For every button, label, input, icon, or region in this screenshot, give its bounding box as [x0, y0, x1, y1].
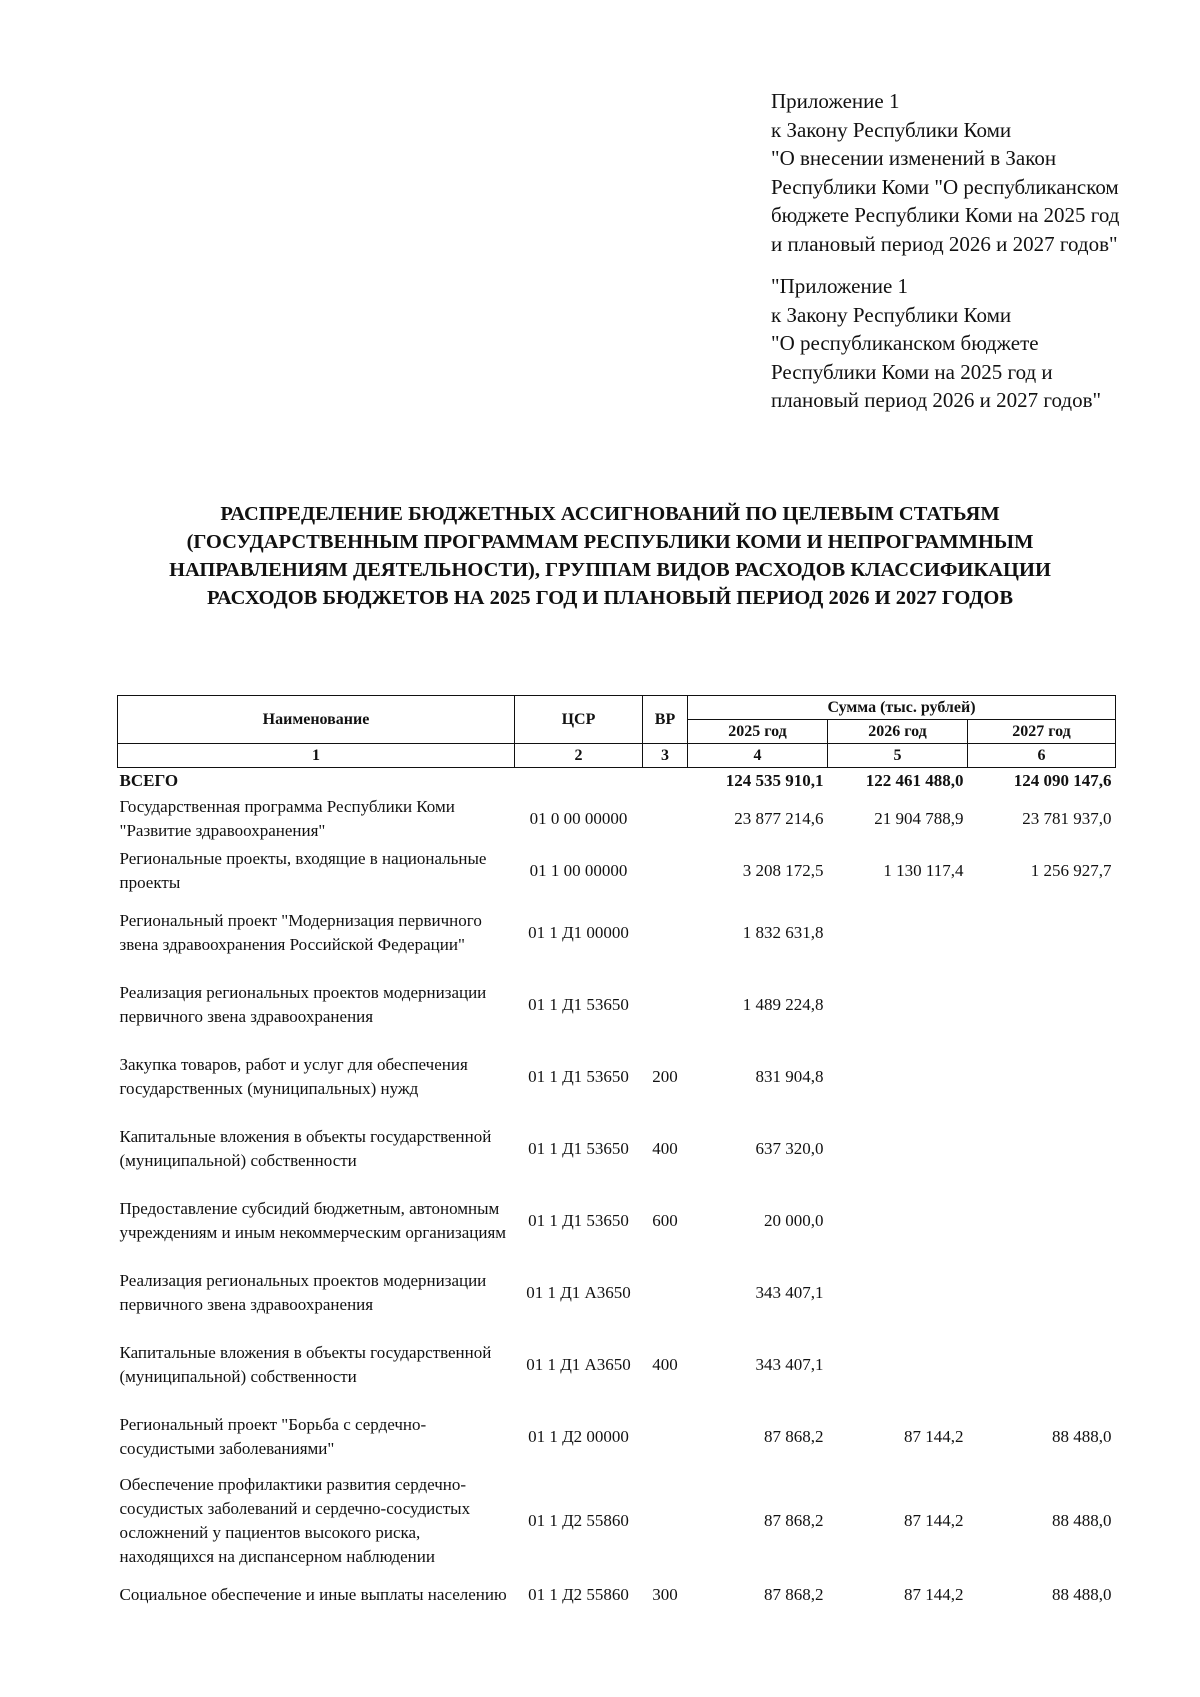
row-amount-2027: 124 090 147,6	[1013, 770, 1112, 790]
row-amount-2026	[828, 1185, 968, 1257]
row-amount-2025: 124 535 910,1	[725, 770, 824, 790]
row-amount-2025: 1 489 224,8	[742, 995, 824, 1014]
row-csr: 01 1 Д2 00000	[528, 1427, 629, 1446]
row-amount-2027	[968, 1329, 1116, 1401]
row-amount-2026: 87 144,2	[904, 1427, 964, 1446]
document-title: РАСПРЕДЕЛЕНИЕ БЮДЖЕТНЫХ АССИГНОВАНИЙ ПО ЦЕЛЕВЫМ СТАТЬЯМ (ГОСУДАРСТВЕННЫМ ПРОГРАММАМ РЕСПУБЛИКИ КОМИ И НЕПРОГРАММНЫМ НАПРАВЛЕНИЯМ ДЕЯТЕЛЬНОСТИ), ГРУППАМ ВИДОВ РАСХОДОВ КЛАССИФИКАЦИИ РАСХОДОВ БЮДЖЕТОВ НА 2025 ГОД И ПЛАНОВЫЙ ПЕРИОД 2026 И 2027 ГОДОВ	[169, 503, 1051, 609]
table-row	[118, 1569, 1116, 1621]
row-vr: 400	[652, 1355, 678, 1374]
row-csr: 01 0 00 00000	[529, 809, 628, 828]
row-csr: 01 1 Д1 00000	[528, 923, 629, 942]
table-body	[118, 768, 1116, 1622]
header-csr: ЦСР	[515, 696, 643, 744]
appendix-amendment-reference: Приложение 1 к Закону Республики Коми "О внесении изменений в Закон Республики Коми "О республиканском бюджете Республики Коми на 2025 год и плановый период 2026 и 2027 годов"	[771, 89, 1120, 256]
row-name: ВСЕГО	[119, 770, 179, 790]
row-csr: 01 1 Д1 53650	[528, 1211, 629, 1230]
row-amount-2025: 1 832 631,8	[742, 923, 824, 942]
row-name: Реализация региональных проектов модернизации первичного звена здравоохранения	[119, 1271, 487, 1314]
row-vr	[643, 1257, 688, 1329]
header-year-2025: 2025 год	[688, 720, 828, 744]
header-sum: Сумма (тыс. рублей)	[688, 696, 1116, 720]
row-csr: 01 1 Д2 55860	[528, 1585, 629, 1604]
table-row	[118, 1257, 1116, 1329]
row-csr: 01 1 Д1 А3650	[526, 1355, 631, 1374]
row-amount-2027	[968, 1041, 1116, 1113]
column-number: 1	[118, 744, 515, 768]
row-vr	[643, 897, 688, 969]
budget-allocation-table	[117, 695, 1116, 1621]
row-vr	[643, 793, 688, 845]
row-amount-2026	[828, 1257, 968, 1329]
row-name: Социальное обеспечение и иные выплаты населению	[119, 1585, 507, 1604]
row-name: Капитальные вложения в объекты государственной (муниципальной) собственности	[119, 1343, 492, 1386]
row-amount-2027	[968, 1185, 1116, 1257]
row-amount-2027	[968, 897, 1116, 969]
table-header	[118, 696, 1116, 768]
row-amount-2026	[828, 969, 968, 1041]
table-row	[118, 845, 1116, 897]
table-row	[118, 1473, 1116, 1569]
row-csr: 01 1 Д1 53650	[528, 995, 629, 1014]
row-amount-2027: 23 781 937,0	[1022, 809, 1112, 828]
row-name: Реализация региональных проектов модернизации первичного звена здравоохранения	[119, 983, 487, 1026]
column-number: 2	[515, 744, 643, 768]
row-vr: 400	[652, 1139, 678, 1158]
row-amount-2026: 87 144,2	[904, 1585, 964, 1604]
row-vr: 600	[652, 1211, 678, 1230]
row-amount-2026	[828, 1041, 968, 1113]
row-amount-2027: 1 256 927,7	[1030, 861, 1112, 880]
row-vr	[643, 845, 688, 897]
row-name: Предоставление субсидий бюджетным, автономным учреждениям и иным некоммерческим организациям	[119, 1199, 507, 1242]
row-amount-2025: 343 407,1	[755, 1283, 824, 1302]
header-year-2027: 2027 год	[968, 720, 1116, 744]
row-amount-2027	[968, 1257, 1116, 1329]
row-amount-2025: 637 320,0	[755, 1139, 824, 1158]
row-name: Капитальные вложения в объекты государственной (муниципальной) собственности	[119, 1127, 492, 1170]
column-number: 4	[688, 744, 828, 768]
row-amount-2025: 23 877 214,6	[734, 809, 824, 828]
table-row-total	[118, 768, 1116, 794]
row-amount-2025: 20 000,0	[764, 1211, 824, 1230]
column-number: 5	[828, 744, 968, 768]
table-row	[118, 1401, 1116, 1473]
row-vr: 200	[652, 1067, 678, 1086]
table-row	[118, 1185, 1116, 1257]
row-amount-2025: 87 868,2	[764, 1511, 824, 1530]
row-amount-2025: 3 208 172,5	[742, 861, 824, 880]
table-row	[118, 1329, 1116, 1401]
row-amount-2027	[968, 1113, 1116, 1185]
row-amount-2026: 1 130 117,4	[883, 861, 964, 880]
row-amount-2027: 88 488,0	[1052, 1427, 1112, 1446]
row-csr: 01 1 Д2 55860	[528, 1511, 629, 1530]
row-amount-2025: 343 407,1	[755, 1355, 824, 1374]
table-row	[118, 897, 1116, 969]
column-number: 6	[968, 744, 1116, 768]
row-amount-2026	[828, 1113, 968, 1185]
header-name: Наименование	[118, 696, 515, 744]
row-amount-2026	[828, 897, 968, 969]
row-csr: 01 1 Д1 53650	[528, 1067, 629, 1086]
row-amount-2026: 21 904 788,9	[874, 809, 964, 828]
appendix-header	[771, 87, 1191, 415]
row-name: Региональные проекты, входящие в национальные проекты	[119, 849, 487, 892]
row-amount-2026: 87 144,2	[904, 1511, 964, 1530]
row-name: Обеспечение профилактики развития сердечно-сосудистых заболеваний и сердечно-сосудистых осложнений у пациентов высокого риска, находящихся на диспансерном наблюдении	[119, 1475, 471, 1566]
appendix-original-reference: "Приложение 1 к Закону Республики Коми "О республиканском бюджете Республики Коми на 2025 год и плановый период 2026 и 2027 годов"	[771, 274, 1102, 412]
table-row	[118, 1113, 1116, 1185]
row-csr	[515, 768, 643, 794]
header-vr: ВР	[643, 696, 688, 744]
row-name: Закупка товаров, работ и услуг для обеспечения государственных (муниципальных) нужд	[119, 1055, 468, 1098]
row-csr: 01 1 Д1 А3650	[526, 1283, 631, 1302]
table-row	[118, 969, 1116, 1041]
row-csr: 01 1 Д1 53650	[528, 1139, 629, 1158]
row-name: Региональный проект "Борьба с сердечно-сосудистыми заболеваниями"	[119, 1415, 427, 1458]
row-name: Региональный проект "Модернизация первичного звена здравоохранения Российской Федерации"	[119, 911, 482, 954]
row-amount-2026	[828, 1329, 968, 1401]
row-amount-2027: 88 488,0	[1052, 1511, 1112, 1530]
table-row	[118, 793, 1116, 845]
row-amount-2026: 122 461 488,0	[865, 770, 964, 790]
table-row	[118, 1041, 1116, 1113]
header-year-2026: 2026 год	[828, 720, 968, 744]
column-number: 3	[643, 744, 688, 768]
row-vr: 300	[652, 1585, 678, 1604]
row-amount-2025: 87 868,2	[764, 1427, 824, 1446]
row-amount-2025: 831 904,8	[755, 1067, 824, 1086]
row-vr	[643, 969, 688, 1041]
row-csr: 01 1 00 00000	[529, 861, 628, 880]
row-name: Государственная программа Республики Коми "Развитие здравоохранения"	[119, 797, 455, 840]
row-vr	[643, 768, 688, 794]
row-amount-2027	[968, 969, 1116, 1041]
row-amount-2025: 87 868,2	[764, 1585, 824, 1604]
row-vr	[643, 1401, 688, 1473]
row-amount-2027: 88 488,0	[1052, 1585, 1112, 1604]
row-vr	[643, 1473, 688, 1569]
